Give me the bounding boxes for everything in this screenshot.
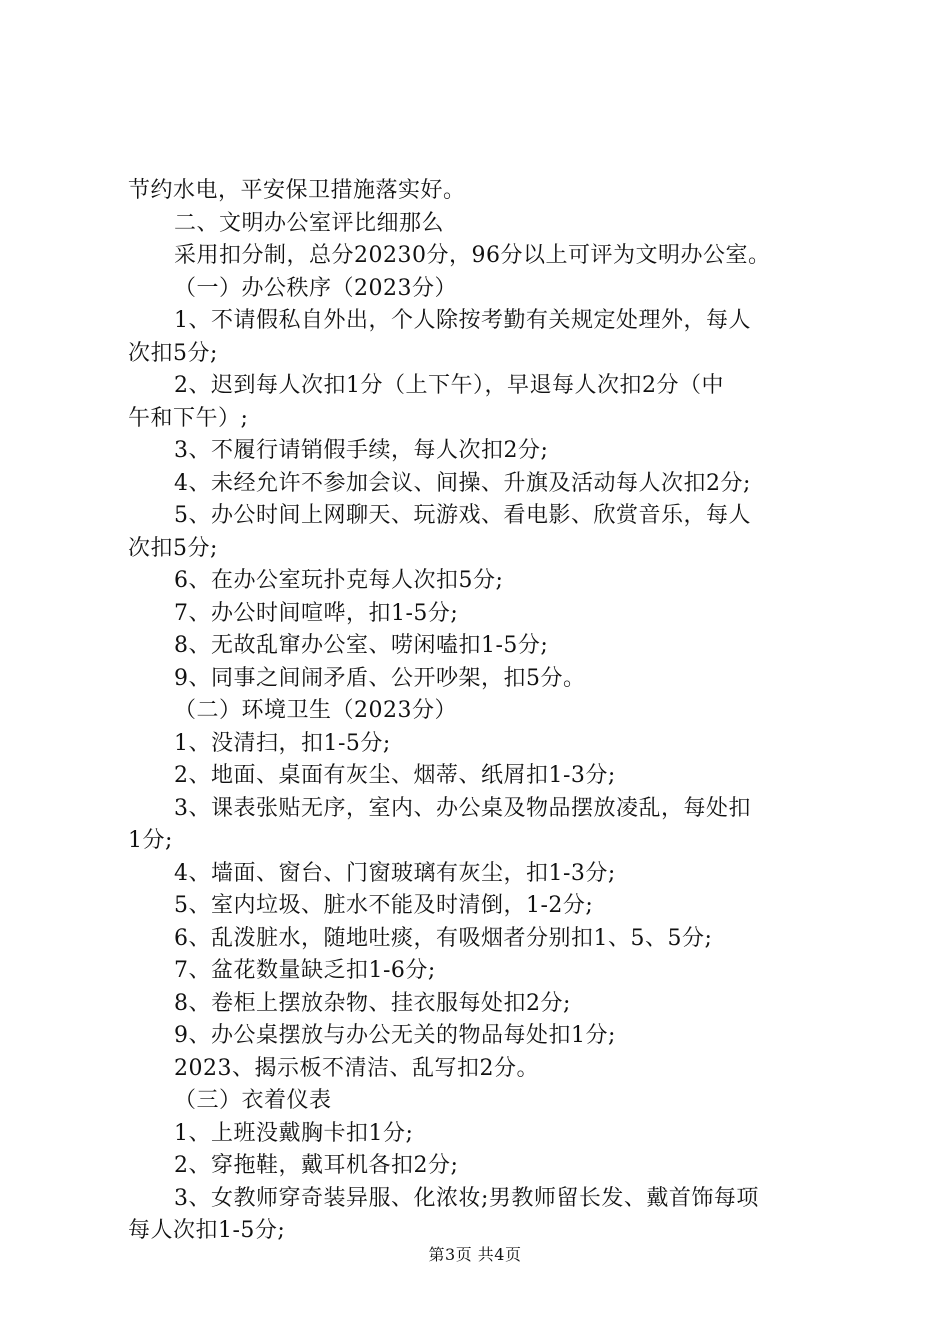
paragraph-line: 4、墙面、窗台、门窗玻璃有灰尘，扣1-3分; bbox=[174, 860, 616, 886]
paragraph-line: 7、盆花数量缺乏扣1-6分; bbox=[174, 958, 436, 983]
paragraph-line: 8、卷柜上摆放杂物、挂衣服每处扣2分; bbox=[174, 990, 571, 1016]
paragraph-line: 节约水电，平安保卫措施落实好。 bbox=[128, 178, 466, 203]
paragraph-line: 4、未经允许不参加会议、间操、升旗及活动每人次扣2分; bbox=[174, 470, 751, 496]
paragraph-line: 2、穿拖鞋，戴耳机各扣2分; bbox=[174, 1153, 459, 1178]
paragraph-line: 3、不履行请销假手续，每人次扣2分; bbox=[174, 438, 549, 463]
paragraph-line: （二）环境卫生（2023分） bbox=[174, 698, 457, 723]
paragraph-line: 3、女教师穿奇装异服、化浓妆;男教师留长发、戴首饰每项 bbox=[174, 1185, 759, 1211]
paragraph-line: 1分; bbox=[128, 828, 173, 853]
paragraph-line: 9、办公桌摆放与办公无关的物品每处扣1分; bbox=[174, 1023, 616, 1048]
paragraph-line: 3、课表张贴无序，室内、办公桌及物品摆放凌乱，每处扣 bbox=[174, 795, 751, 821]
paragraph-line: 2、地面、桌面有灰尘、烟蒂、纸屑扣1-3分; bbox=[174, 763, 616, 788]
paragraph-line: 1、上班没戴胸卡扣1分; bbox=[174, 1120, 414, 1146]
paragraph-line: （一）办公秩序（2023分） bbox=[174, 275, 457, 301]
paragraph-line: 采用扣分制，总分20230分，96分以上可评为文明办公室。 bbox=[174, 243, 771, 268]
paragraph-line: 每人次扣1-5分; bbox=[128, 1218, 286, 1243]
paragraph-line: 1、没清扫，扣1-5分; bbox=[174, 730, 391, 756]
paragraph-line: 7、办公时间喧哗，扣1-5分; bbox=[174, 600, 459, 626]
paragraph-line: 9、同事之间闹矛盾、公开吵架，扣5分。 bbox=[174, 665, 586, 691]
paragraph-line: 5、办公时间上网聊天、玩游戏、看电影、欣赏音乐，每人 bbox=[174, 503, 751, 528]
paragraph-line: 午和下午）; bbox=[128, 405, 249, 431]
paragraph-line: 6、在办公室玩扑克每人次扣5分; bbox=[174, 568, 504, 593]
paragraph-line: 1、不请假私自外出，个人除按考勤有关规定处理外，每人 bbox=[174, 308, 751, 333]
paragraph-line: 次扣5分; bbox=[128, 535, 218, 561]
paragraph-line: 二、文明办公室评比细那么 bbox=[174, 210, 445, 236]
paragraph-line: 6、乱泼脏水，随地吐痰，有吸烟者分别扣1、5、5分; bbox=[174, 925, 713, 951]
paragraph-line: 8、无故乱窜办公室、唠闲嗑扣1-5分; bbox=[174, 633, 549, 658]
document-body bbox=[128, 175, 840, 1248]
paragraph-line: 2、迟到每人次扣1分（上下午），早退每人次扣2分（中 bbox=[174, 373, 724, 398]
page-footer: 第3页 共4页 bbox=[428, 1245, 522, 1264]
paragraph-line: 5、室内垃圾、脏水不能及时清倒，1-2分; bbox=[174, 893, 594, 918]
paragraph-line: （三）衣着仪表 bbox=[174, 1088, 332, 1113]
paragraph-line: 2023、揭示板不清洁、乱写扣2分。 bbox=[174, 1055, 539, 1081]
paragraph-line: 次扣5分; bbox=[128, 340, 218, 366]
